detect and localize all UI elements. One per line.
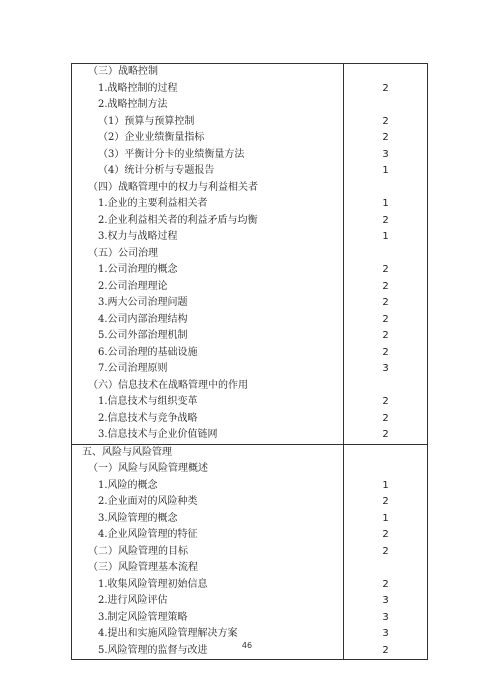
difficulty-level: 2 [344,345,428,362]
item-text: 1.企业的主要利益相关者 [72,196,344,213]
section-heading: （五）公司治理 [72,246,344,263]
table-row [72,180,428,197]
item-text: 2.战略控制方法 [72,97,344,114]
difficulty-level: 2 [344,328,428,345]
table-row [72,97,428,114]
table-row [72,361,428,378]
item-text: 3.两大公司治理问题 [72,295,344,312]
table-row [72,461,428,478]
difficulty-level: 2 [344,411,428,428]
table-row [72,163,428,180]
table-row [72,478,428,495]
difficulty-level [344,97,428,114]
item-text: 3.信息技术与企业价值链网 [72,427,344,444]
difficulty-level: 2 [344,81,428,98]
table-row [72,213,428,230]
item-text: 2.进行风险评估 [72,593,344,610]
item-text: 5.公司外部治理机制 [72,328,344,345]
item-text: 3.权力与战略过程 [72,229,344,246]
table-row [72,328,428,345]
table-row [72,64,428,81]
difficulty-level: 3 [344,610,428,627]
item-text: 7.公司治理原则 [72,361,344,378]
difficulty-level: 2 [344,527,428,544]
difficulty-level [344,180,428,197]
difficulty-level [344,64,428,81]
table-row [72,527,428,544]
difficulty-level: 2 [344,114,428,131]
section-heading: 五、风险与风险管理 [72,444,344,461]
table-row [72,147,428,164]
section-heading: （二）风险管理的目标 [72,544,344,561]
difficulty-level: 2 [344,394,428,411]
difficulty-level: 2 [344,213,428,230]
table-row [72,130,428,147]
item-text: 1.战略控制的过程 [72,81,344,98]
item-text: （3）平衡计分卡的业绩衡量方法 [72,147,344,164]
section-heading: （三）战略控制 [72,64,344,81]
table-row [72,295,428,312]
difficulty-level: 3 [344,361,428,378]
item-text: 1.公司治理的概念 [72,262,344,279]
section-heading: （四）战略管理中的权力与利益相关者 [72,180,344,197]
difficulty-level [344,378,428,395]
table-row [72,229,428,246]
table-row [72,444,428,461]
difficulty-level: 2 [344,279,428,296]
table-row [72,544,428,561]
item-text: 4.企业风险管理的特征 [72,527,344,544]
section-heading: （三）风险管理基本流程 [72,560,344,577]
difficulty-level: 1 [344,229,428,246]
difficulty-level: 3 [344,593,428,610]
difficulty-level: 2 [344,130,428,147]
table-row [72,411,428,428]
difficulty-level: 1 [344,163,428,180]
table-row [72,560,428,577]
difficulty-level: 3 [344,147,428,164]
table-row [72,378,428,395]
table-row [72,593,428,610]
item-text: 3.风险管理的概念 [72,511,344,528]
item-text: （2）企业业绩衡量指标 [72,130,344,147]
difficulty-level: 2 [344,312,428,329]
section-heading: （一）风险与风险管理概述 [72,461,344,478]
section-heading: （六）信息技术在战略管理中的作用 [72,378,344,395]
difficulty-level [344,461,428,478]
item-text: （1）预算与预算控制 [72,114,344,131]
table-row [72,610,428,627]
difficulty-level: 1 [344,511,428,528]
difficulty-level: 2 [344,544,428,561]
table-row [72,312,428,329]
table-row [72,577,428,594]
table-row [72,279,428,296]
item-text: 2.信息技术与竞争战略 [72,411,344,428]
difficulty-level [344,246,428,263]
item-text: 2.公司治理理论 [72,279,344,296]
syllabus-table [71,63,428,660]
difficulty-level [344,560,428,577]
item-text: 3.制定风险管理策略 [72,610,344,627]
table-row [72,394,428,411]
table-row [72,345,428,362]
item-text: 5.风险管理的监督与改进 [72,643,344,660]
item-text: 1.风险的概念 [72,478,344,495]
difficulty-level: 1 [344,196,428,213]
difficulty-level [344,444,428,461]
difficulty-level: 3 [344,626,428,643]
difficulty-level: 2 [344,295,428,312]
item-text: 1.信息技术与组织变革 [72,394,344,411]
difficulty-level: 2 [344,494,428,511]
page-number: 46 [241,641,253,650]
item-text: 2.企业面对的风险种类 [72,494,344,511]
table-row [72,114,428,131]
difficulty-level: 2 [344,427,428,444]
item-text: 6.公司治理的基础设施 [72,345,344,362]
difficulty-level: 2 [344,262,428,279]
difficulty-level: 2 [344,577,428,594]
table-row [72,81,428,98]
table-row [72,246,428,263]
item-text: 4.公司内部治理结构 [72,312,344,329]
table-row [72,262,428,279]
difficulty-level: 2 [344,643,428,660]
table-row [72,494,428,511]
item-text: （4）统计分析与专题报告 [72,163,344,180]
item-text: 2.企业利益相关者的利益矛盾与均衡 [72,213,344,230]
item-text: 4.提出和实施风险管理解决方案 [72,626,344,643]
table-row [72,427,428,444]
item-text: 1.收集风险管理初始信息 [72,577,344,594]
difficulty-level: 1 [344,478,428,495]
syllabus-table-body [72,64,428,660]
table-row [72,511,428,528]
table-row [72,196,428,213]
